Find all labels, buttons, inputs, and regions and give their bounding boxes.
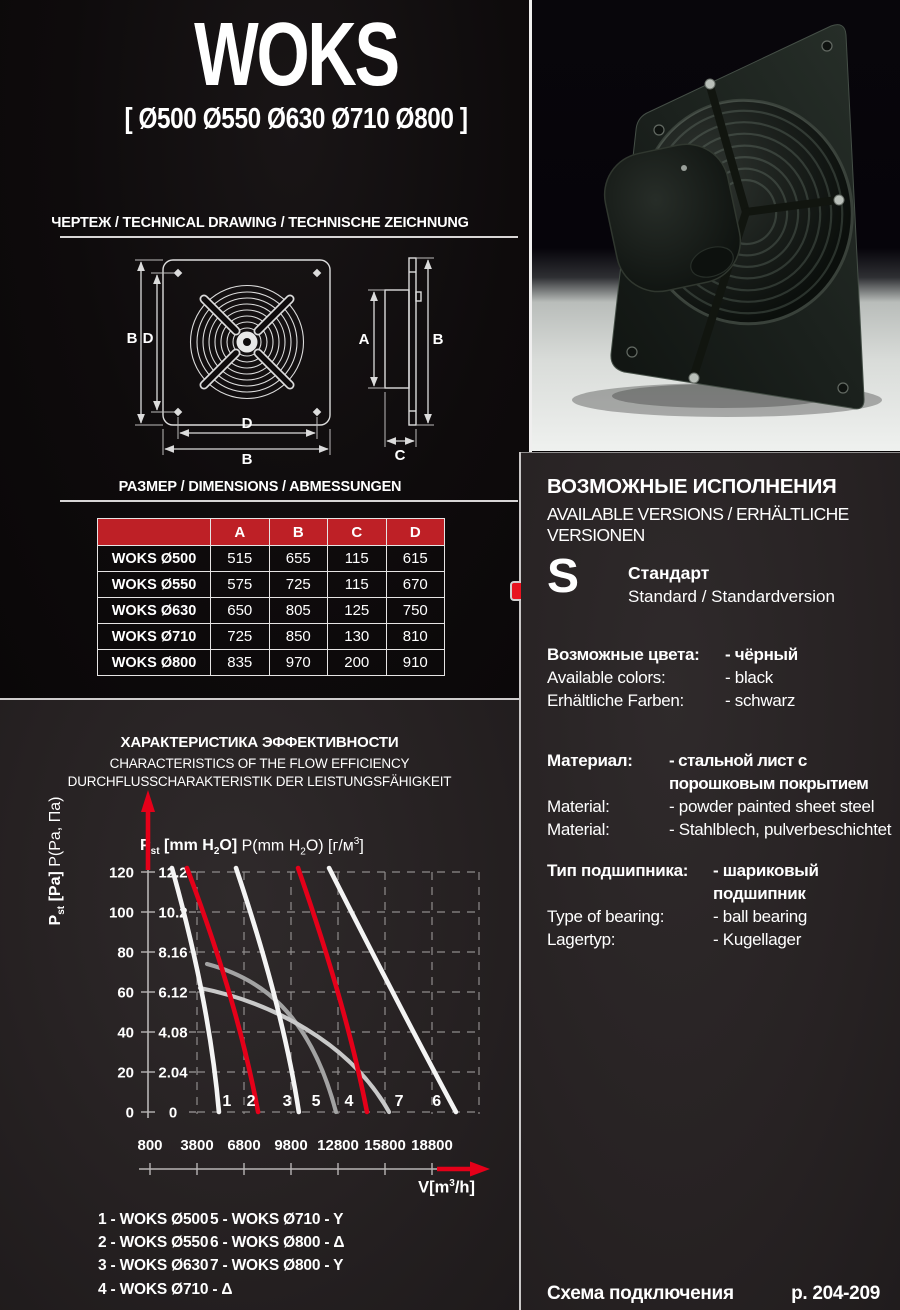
dimension-value-cell: 750	[386, 598, 445, 624]
table-column-header	[98, 519, 211, 546]
table-row	[98, 650, 445, 676]
material-value-de: - Stahlblech, pulverbeschichtet	[669, 820, 892, 839]
technical-drawing-header: ЧЕРТЕЖ / TECHNICAL DRAWING / TECHNISCHE ZEICHNUNG	[51, 215, 469, 231]
curve-woks-710-	[298, 868, 367, 1112]
legend-item: 4 - WOKS Ø710 - Δ	[98, 1280, 233, 1298]
x-tick: 12800	[317, 1137, 359, 1154]
versions-panel	[521, 452, 900, 1310]
dimension-value-cell: 970	[269, 650, 328, 676]
y-tick-pa: 100	[108, 904, 134, 922]
pressure-axis-rotated-title: $P_{st}$ [Pa] P(Pa, Па)	[47, 796, 68, 926]
version-name-ru: Стандарт	[628, 563, 710, 583]
dimension-value-cell: 130	[328, 624, 387, 650]
legend-item: 3 - WOKS Ø630	[98, 1257, 209, 1275]
x-tick: 6800	[227, 1137, 261, 1154]
colors-label-en: Available colors:	[547, 668, 666, 687]
dim-label-B-left: B	[126, 330, 138, 347]
dim-label-D-left: D	[142, 330, 154, 347]
page-reference: p. 204-209	[791, 1283, 880, 1304]
curve-woks-800-	[329, 868, 456, 1112]
colors-value-en: - black	[725, 668, 773, 687]
y-tick-pa: 0	[125, 1104, 134, 1122]
pressure-axis-title: $P_{st}$ [mm $H_2O$] P(mm $H_2O$) $[г/м^3]$	[140, 836, 364, 858]
y-tick-mm: 6.12	[158, 984, 188, 1002]
y-tick-mm: 4.08	[158, 1024, 188, 1042]
legend-item: 7 - WOKS Ø800 - Y	[210, 1257, 344, 1275]
dimension-value-cell: 115	[328, 546, 387, 572]
curve-number-label: 1	[222, 1093, 232, 1110]
material-label-ru: Материал:	[547, 751, 633, 770]
bearing-label-ru: Тип подшипника:	[547, 861, 689, 880]
table-row	[98, 598, 445, 624]
x-tick: 9800	[274, 1137, 308, 1154]
curve-number-label: 2	[246, 1093, 256, 1110]
side-view	[385, 258, 421, 425]
table-column-header: C	[328, 519, 387, 546]
table-column-header: A	[211, 519, 270, 546]
curve-number-label: 3	[282, 1093, 292, 1110]
divider-line	[60, 500, 518, 502]
y-tick-pa: 40	[117, 1024, 134, 1042]
versions-header-ru: ВОЗМОЖНЫЕ ИСПОЛНЕНИЯ	[547, 475, 837, 498]
y-tick-pa: 20	[117, 1064, 134, 1082]
model-name-cell: WOKS Ø630	[98, 598, 211, 624]
curve-number-label: 6	[432, 1093, 442, 1110]
technical-drawing	[110, 244, 450, 476]
dim-label-C-side: C	[394, 447, 406, 464]
dimensions-header: РАЗМЕР / DIMENSIONS / ABMESSUNGEN	[118, 479, 402, 495]
flow-chart-section	[0, 698, 519, 1310]
product-photo	[529, 0, 900, 452]
colors-spec	[547, 643, 892, 712]
colors-value-ru: - чёрный	[725, 645, 798, 664]
dim-label-B-bottom: B	[241, 451, 253, 468]
colors-label-de: Erhältliche Farben:	[547, 691, 684, 710]
y-tick-mm: 0	[168, 1104, 178, 1122]
bearing-value-de: - Kugellager	[713, 930, 802, 949]
dimension-value-cell: 910	[386, 650, 445, 676]
bearing-spec	[547, 859, 892, 951]
bearing-value-ru: - шариковый подшипник	[713, 861, 819, 903]
y-tick-mm: 10.2	[158, 904, 188, 922]
dim-label-B-side: B	[432, 331, 444, 348]
legend-item: 2 - WOKS Ø550	[98, 1234, 209, 1252]
curve-woks-630	[236, 868, 299, 1112]
version-code: S	[547, 550, 580, 603]
chart-title-de: DURCHFLUSSCHARAKTERISTIK DER LEISTUNGSFÄHIGKEIT	[67, 774, 452, 789]
x-tick: 800	[137, 1137, 163, 1154]
chart-title-ru: ХАРАКТЕРИСТИКА ЭФФЕКТИВНОСТИ	[120, 734, 399, 751]
dimension-value-cell: 835	[211, 650, 270, 676]
version-name-en-de: Standard / Standardversion	[628, 587, 835, 606]
dim-label-A-side: A	[358, 331, 370, 348]
page-title: WOKS	[194, 5, 398, 105]
material-value-en: - powder painted sheet steel	[669, 797, 875, 816]
bearing-label-de: Lagertyp:	[547, 930, 616, 949]
size-range: [ Ø500 Ø550 Ø630 Ø710 Ø800 ]	[124, 103, 468, 135]
curve-number-label: 5	[311, 1093, 321, 1110]
curve-number-label: 4	[344, 1093, 354, 1110]
dimension-value-cell: 125	[328, 598, 387, 624]
material-spec	[547, 749, 892, 841]
table-header-row	[98, 519, 445, 546]
table-row	[98, 624, 445, 650]
legend-item: 6 - WOKS Ø800 - Δ	[210, 1234, 345, 1252]
x-tick: 15800	[364, 1137, 406, 1154]
dimension-value-cell: 725	[269, 572, 328, 598]
dimension-value-cell: 615	[386, 546, 445, 572]
bearing-label-en: Type of bearing:	[547, 907, 665, 926]
material-label-de: Material:	[547, 820, 610, 839]
y-tick-pa: 120	[108, 864, 134, 882]
y-tick-mm: 12.2	[158, 864, 188, 882]
bearing-value-en: - ball bearing	[713, 907, 808, 926]
connection-diagram-ref: Схема подключения	[547, 1283, 734, 1304]
flow-axis-title: $V[m^3/h]$	[418, 1178, 475, 1197]
y-tick-mm: 2.04	[158, 1064, 188, 1082]
material-label-en: Material:	[547, 797, 610, 816]
colors-label-ru: Возможные цвета:	[547, 645, 700, 664]
chart-legend-column-2	[210, 1208, 344, 1278]
flow-efficiency-chart	[0, 786, 519, 1202]
colors-value-de: - schwarz	[725, 691, 796, 710]
y-tick-pa: 80	[117, 944, 134, 962]
dimension-value-cell: 850	[269, 624, 328, 650]
chart-title-en: CHARACTERISTICS OF THE FLOW EFFICIENCY	[109, 756, 410, 771]
x-tick: 3800	[180, 1137, 214, 1154]
curve-number-label: 7	[394, 1093, 404, 1110]
standard-version-row	[547, 550, 835, 607]
table-row	[98, 572, 445, 598]
datasheet-header-section	[0, 0, 529, 698]
dimension-value-cell: 515	[211, 546, 270, 572]
versions-header-en-de: AVAILABLE VERSIONS / ERHÄLTLICHE VERSIONEN	[547, 504, 849, 545]
table-row	[98, 546, 445, 572]
legend-item: 1 - WOKS Ø500	[98, 1211, 209, 1228]
legend-item: 5 - WOKS Ø710 - Y	[210, 1211, 344, 1228]
x-tick: 18800	[411, 1137, 453, 1154]
dimension-value-cell: 200	[328, 650, 387, 676]
table-column-header: B	[269, 519, 328, 546]
available-versions-header	[547, 475, 892, 546]
dimension-value-cell: 655	[269, 546, 328, 572]
panel-footer	[547, 1283, 880, 1305]
y-tick-pa: 60	[117, 984, 134, 1002]
model-name-cell: WOKS Ø710	[98, 624, 211, 650]
model-name-cell: WOKS Ø800	[98, 650, 211, 676]
dimension-value-cell: 115	[328, 572, 387, 598]
model-name-cell: WOKS Ø550	[98, 572, 211, 598]
divider-line	[60, 236, 518, 238]
dim-label-D-bottom: D	[241, 415, 253, 432]
dimension-value-cell: 725	[211, 624, 270, 650]
dimension-value-cell: 650	[211, 598, 270, 624]
dimensions-table	[97, 518, 445, 676]
y-tick-mm: 8.16	[158, 944, 188, 962]
table-column-header: D	[386, 519, 445, 546]
dimension-value-cell: 810	[386, 624, 445, 650]
fan-photo-rendering	[532, 0, 900, 451]
dimension-value-cell: 575	[211, 572, 270, 598]
model-name-cell: WOKS Ø500	[98, 546, 211, 572]
dimension-value-cell: 670	[386, 572, 445, 598]
material-value-ru: - стальной лист с порошковым покрытием	[669, 751, 869, 793]
dimension-value-cell: 805	[269, 598, 328, 624]
